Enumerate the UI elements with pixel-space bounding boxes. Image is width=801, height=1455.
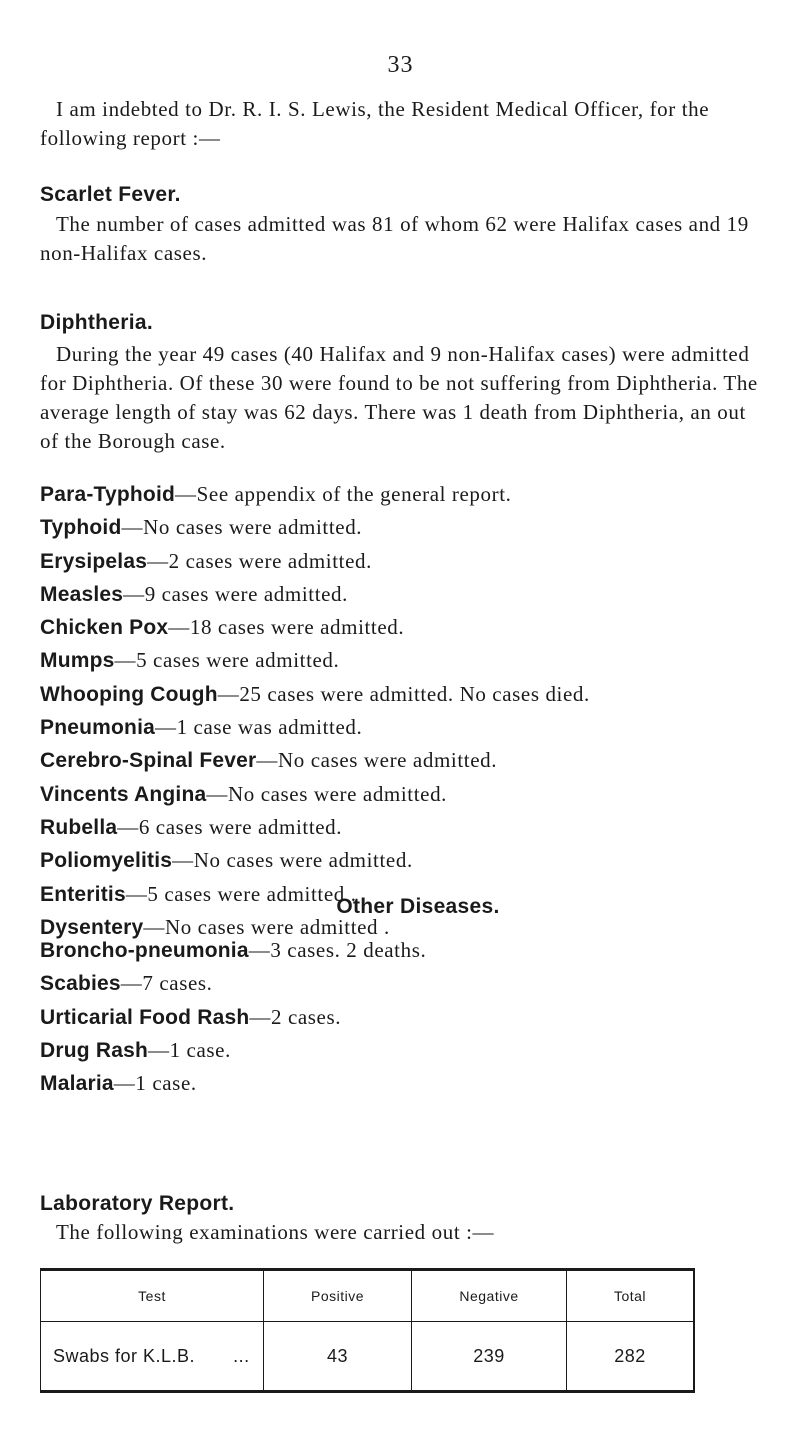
disease-term: Measles	[40, 582, 124, 606]
disease-desc: —6 cases were admitted.	[117, 814, 343, 839]
disease-entry	[40, 744, 590, 777]
diphtheria-heading: Diphtheria.	[40, 311, 153, 334]
disease-term: Chicken Pox	[40, 616, 169, 640]
disease-term: Erysipelas	[40, 549, 148, 573]
disease-term: Urticarial Food Rash	[40, 1005, 250, 1029]
disease-term: Drug Rash	[40, 1038, 148, 1062]
other-diseases-list	[40, 934, 426, 1100]
diphtheria-text: During the year 49 cases (40 Halifax and 9 non-Halifax cases) were admitted for Diphtheria. Of these 30 were found to be not suffering from Diphtheria. The average length of stay was 62 days. There was 1 death from Diphtheria, an out of the Borough case.	[40, 342, 758, 453]
disease-term: Rubella	[40, 815, 118, 839]
disease-desc: —1 case.	[147, 1037, 231, 1062]
positive-cell: 43	[264, 1322, 412, 1392]
disease-term: Poliomyelitis	[40, 849, 173, 873]
scarlet-fever-text: The number of cases admitted was 81 of whom 62 were Halifax cases and 19 non-Halifax cases.	[40, 212, 749, 265]
intro-paragraph: I am indebted to Dr. R. I. S. Lewis, the Resident Medical Officer, for the following report :—	[40, 97, 710, 150]
total-cell: 282	[567, 1322, 695, 1392]
disease-entry	[40, 778, 590, 811]
disease-desc: —9 cases were admitted.	[123, 581, 349, 606]
disease-term: Vincents Angina	[40, 782, 207, 806]
scarlet-fever-heading: Scarlet Fever.	[40, 183, 181, 206]
negative-cell: 239	[412, 1322, 567, 1392]
disease-desc: —No cases were admitted.	[172, 848, 413, 873]
disease-term: Broncho-pneumonia	[40, 939, 249, 962]
disease-desc: —No cases were admitted.	[121, 515, 363, 540]
disease-desc: —1 case was admitted.	[154, 715, 363, 740]
disease-desc: —5 cases were admitted.	[114, 648, 340, 673]
disease-entry	[40, 678, 590, 711]
column-header-negative: Negative	[412, 1270, 567, 1322]
disease-entry	[40, 545, 590, 578]
diseases-list	[40, 478, 590, 944]
disease-desc: —2 cases were admitted.	[147, 548, 372, 573]
laboratory-heading: Laboratory Report.	[40, 1192, 235, 1215]
disease-desc: —1 case.	[113, 1071, 197, 1096]
disease-entry	[40, 478, 590, 511]
leader-dots: ...	[233, 1345, 250, 1366]
disease-entry	[40, 844, 590, 877]
table-row	[41, 1322, 695, 1392]
laboratory-text: The following examinations were carried out :—	[56, 1220, 495, 1244]
table-header-row	[41, 1270, 695, 1322]
disease-entry	[40, 711, 590, 744]
disease-desc: —7 cases.	[120, 971, 213, 996]
other-disease-entry	[40, 1034, 426, 1067]
column-header-positive: Positive	[264, 1270, 412, 1322]
other-diseases-heading: Other Diseases.	[336, 895, 500, 918]
disease-desc: —No cases were admitted.	[206, 781, 448, 806]
disease-term: Pneumonia	[40, 716, 155, 740]
disease-entry	[40, 611, 590, 644]
test-name: Swabs for K.L.B.	[53, 1345, 196, 1366]
column-header-total: Total	[567, 1270, 695, 1322]
disease-term: Typhoid	[40, 516, 122, 540]
other-disease-entry	[40, 1067, 426, 1100]
disease-term: Enteritis	[40, 882, 126, 906]
disease-term: Mumps	[40, 649, 115, 673]
disease-term: Malaria	[40, 1072, 114, 1096]
disease-entry	[40, 811, 590, 844]
other-disease-entry	[40, 967, 426, 1000]
disease-term: Para-Typhoid	[40, 483, 176, 506]
disease-entry	[40, 578, 590, 611]
disease-desc: —25 cases were admitted. No cases died.	[217, 681, 590, 706]
other-disease-entry	[40, 934, 426, 967]
disease-desc: —2 cases.	[249, 1004, 342, 1029]
disease-desc: —See appendix of the general report.	[175, 482, 512, 506]
disease-term: Whooping Cough	[40, 682, 218, 706]
disease-desc: —3 cases. 2 deaths.	[248, 938, 427, 962]
test-cell	[41, 1322, 264, 1392]
disease-desc: —18 cases were admitted.	[168, 615, 405, 640]
disease-term: Cerebro-Spinal Fever	[40, 749, 257, 773]
other-disease-entry	[40, 1001, 426, 1034]
disease-term: Dysentery	[40, 915, 144, 939]
disease-desc: —5 cases were admitted .	[125, 881, 357, 906]
laboratory-table	[40, 1268, 695, 1393]
column-header-test: Test	[41, 1270, 264, 1322]
page-number: 33	[387, 52, 414, 78]
disease-desc: —No cases were admitted .	[143, 914, 390, 939]
disease-entry	[40, 644, 590, 677]
disease-entry	[40, 511, 590, 544]
disease-desc: —No cases were admitted.	[256, 748, 498, 773]
disease-term: Scabies	[40, 972, 121, 996]
